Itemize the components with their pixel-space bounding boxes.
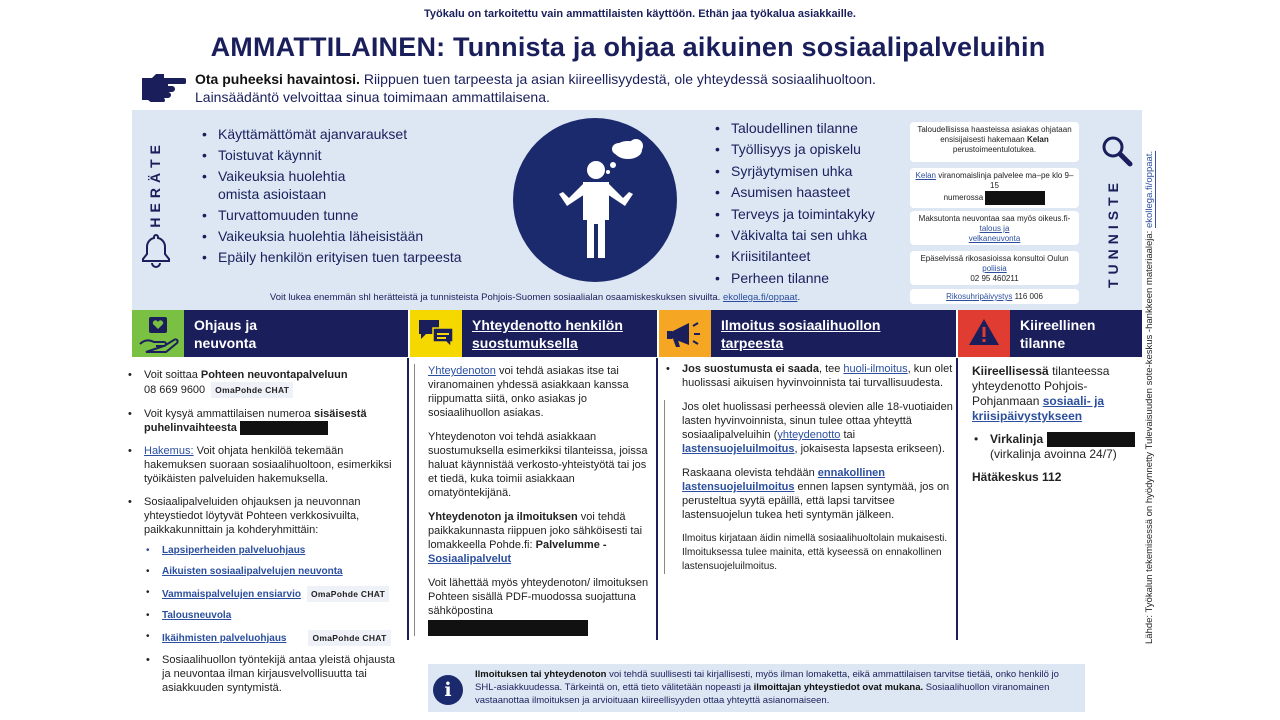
c2-p4 bbox=[428, 576, 650, 636]
c2-p3-bold2: Palvelumme - bbox=[535, 539, 607, 551]
omapohde-chat-button[interactable]: OmaPohde CHAT bbox=[211, 382, 293, 398]
velkaneuvonta-link[interactable]: velkaneuvonta bbox=[968, 234, 1021, 243]
column-divider bbox=[956, 358, 958, 640]
list-item: • Terveys ja toimintakyky bbox=[713, 205, 913, 223]
c4-virkalinja: Virkalinja bbox=[990, 432, 1044, 446]
list-item bbox=[144, 653, 396, 695]
c4-p1-bold: Kiireellisessä bbox=[972, 364, 1049, 378]
header-kiireellinen-label: Kiireellinen tilanne bbox=[1020, 317, 1096, 351]
header-ohjaus-label: Ohjaus ja neuvonta bbox=[194, 317, 258, 351]
source-link[interactable]: ekollega.fi/oppaat. bbox=[1144, 150, 1155, 229]
column-kiireellinen bbox=[972, 364, 1140, 485]
c4-p1 bbox=[972, 364, 1140, 424]
c1-b2-pre: Voit kysyä ammattilaisen numeroa bbox=[144, 408, 314, 420]
info-box-oikeus bbox=[910, 211, 1079, 245]
list-item bbox=[126, 368, 396, 398]
source-note bbox=[1144, 84, 1155, 644]
c2-p3-text: voi tehdä paikkakunnasta riippuen joko sähköisesti tai lomakkeella Pohde.fi: bbox=[428, 511, 643, 551]
panel-footer bbox=[132, 292, 938, 303]
intro-bold: Ota puheeksi havaintosi. bbox=[195, 71, 360, 87]
info1-pre: Taloudellisissa haasteissa asiakas ohjataan ensisijaisesti hakemaan bbox=[917, 125, 1072, 144]
c3-b2-text: Jos olet huolissasi perheessä olevien alle 18-vuotiaiden lasten hyvinvoinnista, sinun tulee ottaa yhteyttä sosiaalipalveluihin ( bbox=[682, 401, 953, 441]
list-item: • Vaikeuksia huolehtia omista asioistaan bbox=[200, 167, 365, 203]
list-item: • Perheen tilanne bbox=[713, 269, 913, 287]
c1-b1-pre: Voit soittaa bbox=[144, 369, 201, 381]
info-icon: i bbox=[433, 675, 463, 705]
lapsiperheet-link[interactable]: Lapsiperheiden palveluohjaus bbox=[162, 545, 306, 557]
info-box-poliisi bbox=[910, 251, 1079, 285]
c3-p3 bbox=[682, 466, 954, 522]
column-yhteydenotto bbox=[414, 364, 650, 646]
redacted-email bbox=[428, 620, 588, 636]
list-item: • Syrjäytymisen uhka bbox=[713, 162, 913, 180]
herate-list bbox=[200, 125, 500, 269]
c1-b1-bold: Pohteen neuvontapalveluun bbox=[200, 369, 348, 381]
person-thinking-illustration bbox=[513, 118, 677, 282]
list-item: • Väkivalta tai sen uhka bbox=[713, 226, 913, 244]
rikosuhri-link[interactable]: Rikosuhripäivystys bbox=[946, 292, 1013, 301]
header-ohjaus bbox=[132, 310, 408, 357]
lastensuojeluilmoitus-link[interactable]: lastensuojeluilmoitus bbox=[682, 443, 795, 455]
c3-p2 bbox=[682, 400, 954, 456]
chat-bubbles-icon bbox=[410, 310, 462, 357]
info1-bold: Kelan bbox=[1026, 135, 1049, 144]
column-ohjaus bbox=[126, 368, 396, 704]
source-text: Lähde: Työkalun tekemisessä on hyödynnetty Tulevaisuuden sote-keskus -hankkeen materiaaleja: bbox=[1144, 228, 1155, 644]
info2-text2: numerossa bbox=[943, 193, 984, 203]
yhteydenotto-link[interactable]: Yhteydenoton bbox=[428, 365, 496, 377]
header-yhteydenotto[interactable] bbox=[410, 310, 657, 357]
c2-p3 bbox=[428, 510, 650, 566]
column-divider bbox=[656, 358, 658, 640]
list-item bbox=[664, 362, 954, 390]
hakemus-link[interactable]: Hakemus: bbox=[144, 445, 194, 458]
kela-link[interactable]: Kelan bbox=[915, 171, 937, 180]
c2-p2-text: Yhteydenoton voi tehdä asiakkaan suostumuksella esimerkiksi tilanteissa, joissa haluat käynnistää verkosto-yhteistyötä tai jos et tiedä, kuka toimii asiakkaan omatyöntekijänä. bbox=[428, 431, 648, 499]
list-item: • Kriisitilanteet bbox=[713, 247, 913, 265]
person-shrug-icon bbox=[513, 118, 677, 282]
kriisipaivystys-link[interactable]: sosiaali- ja kriisipäivystykseen bbox=[972, 394, 1105, 423]
list-item: • Toistuvat käynnit bbox=[200, 146, 500, 164]
c3-p4 bbox=[682, 532, 954, 574]
c3-b1-text: , tee bbox=[818, 363, 844, 375]
info2-text: viranomaislinja palvelee ma–pe klo 9–15 bbox=[936, 171, 1074, 190]
redacted-phone bbox=[1047, 432, 1135, 447]
ennakollinen-link[interactable]: ennakollinen lastensuojeluilmoitus bbox=[682, 467, 886, 493]
list-item bbox=[144, 630, 396, 646]
c1-b3-text: Voit ohjata henkilöä tekemään hakemuksen suoraan sosiaalihuoltoon, esimerkiksi työikäisten palveluiden hakemuksella. bbox=[144, 445, 392, 486]
bottom-bold2: ilmoittajan yhteystiedot ovat mukana. bbox=[753, 682, 924, 693]
list-item: • Vaikeuksia huolehtia läheisistään bbox=[200, 227, 500, 245]
info-box-kela bbox=[910, 122, 1079, 162]
list-item bbox=[144, 609, 396, 623]
list-item: • Käyttämättömät ajanvaraukset bbox=[200, 125, 500, 143]
c3-b4-text: Ilmoitus kirjataan äidin nimellä sosiaalihuoltolain mukaisesti. Ilmoituksessa tulee mainita, että kyseessä on ennakollinen lastensuojeluilmoitus. bbox=[682, 533, 948, 572]
c2-p4-text: Voit lähettää myös yhteydenoton/ ilmoituksen Pohteen sisällä PDF-muodossa suojattuna sähköpostina bbox=[428, 577, 649, 617]
c4-p1-text: tilanteessa yhteydenotto Pohjois-Pohjanmaan bbox=[972, 364, 1110, 408]
c3-b1-bold: Jos suostumusta ei saada bbox=[682, 363, 819, 375]
info4-text: Epäselvissä rikosasioissa konsultoi Oulun bbox=[920, 254, 1069, 263]
bottom-info-text bbox=[475, 668, 1075, 707]
column-ilmoitus bbox=[664, 362, 954, 584]
list-item: • Epäily henkilön erityisen tuen tarpeesta bbox=[200, 248, 500, 266]
list-item: • Turvattomuuden tunne bbox=[200, 206, 500, 224]
top-note: Työkalu on tarkoitettu vain ammattilaisten käyttöön. Ethän jaa työkalua asiakkaille. bbox=[424, 8, 856, 20]
list-item bbox=[144, 544, 396, 558]
list-item bbox=[972, 432, 1140, 462]
poliisi-link[interactable]: poliisia bbox=[982, 264, 1007, 273]
intro-text bbox=[195, 70, 955, 106]
list-item bbox=[144, 586, 396, 602]
page-title: AMMATTILAINEN: Tunnista ja ohjaa aikuinen sosiaalipalveluihin bbox=[210, 32, 1046, 62]
hatakeskus: Hätäkeskus 112 bbox=[972, 470, 1062, 485]
header-yhteydenotto-label[interactable]: Yhteydenotto henkilön suostumuksella bbox=[472, 317, 623, 351]
info4-phone: 02 95 460211 bbox=[970, 274, 1019, 283]
info3-text: Maksutonta neuvontaa saa myös oikeus.fi- bbox=[918, 214, 1071, 223]
herate-label: HERÄTE bbox=[147, 140, 163, 228]
c2-p1-text: voi tehdä asiakas itse tai viranomainen yhdessä asiakkaan kanssa riippumatta siitä, onko asiakas jo sosiaalihuollon asiakas. bbox=[428, 365, 629, 419]
header-ilmoitus[interactable] bbox=[659, 310, 956, 357]
list-item: • Työllisyys ja opiskelu bbox=[713, 140, 913, 158]
neuvonta-phone: 08 669 9600 bbox=[144, 384, 206, 396]
header-kiireellinen bbox=[958, 310, 1142, 357]
intro-line2: Lainsäädäntö velvoittaa sinua toimimaan ammattilaisena. bbox=[195, 89, 550, 105]
huoli-ilmoitus-link[interactable]: huoli-ilmoitus bbox=[843, 363, 908, 375]
c4-virkalinja-text: (virkalinja avoinna 24/7) bbox=[990, 447, 1117, 462]
info5-text: 116 006 bbox=[1012, 292, 1043, 301]
heart-hand-icon bbox=[132, 310, 184, 357]
c3-b3-text: Raskaana olevista tehdään bbox=[682, 467, 818, 479]
vammaispalvelut-link[interactable]: Vammaispalvelujen ensiarvio bbox=[162, 589, 301, 601]
c1-b4-text: Sosiaalipalveluiden ohjauksen ja neuvonnan yhteystiedot löytyvät Pohteen verkkosivuilta, paikkakunnittain ja kohderyhmittäin: bbox=[144, 496, 361, 537]
omapohde-chat-button[interactable]: OmaPohde CHAT bbox=[308, 630, 390, 646]
panel-footer-end: . bbox=[797, 292, 801, 303]
c3-b3-text2: ennen lapsen syntymää, jos on perusteltua syytä epäillä, että lapsi tarvitsee lastensuojelun tukea heti syntymän jälkeen. bbox=[682, 481, 950, 521]
c3-b2-end: , jokaisesta lapsesta erikseen). bbox=[794, 443, 945, 455]
talousneuvola-link[interactable]: Talousneuvola bbox=[162, 610, 232, 622]
c2-p3-bold: Yhteydenoton ja ilmoituksen bbox=[428, 511, 578, 523]
bottom-bold1: Ilmoituksen tai yhteydenoton bbox=[475, 669, 607, 680]
info-box-kela-line bbox=[910, 168, 1079, 208]
info1-post: perustoimeentulotukea. bbox=[952, 145, 1037, 154]
bottom-text2: Sosiaalihuollon viranomainen vastaanottaa ilmoituksen ja arvioituaan kiireellisyyden ottaa yhteyttä asianomaiseen. bbox=[475, 682, 1050, 706]
sosiaalipalvelut-link[interactable]: Sosiaalipalvelut bbox=[428, 553, 512, 565]
redacted-phone bbox=[985, 191, 1045, 205]
magnifier-icon bbox=[1100, 134, 1134, 168]
ikaihmiset-link[interactable]: Ikäihmisten palveluohjaus bbox=[162, 633, 287, 645]
list-item: • Asumisen haasteet bbox=[713, 183, 913, 201]
aikuiset-link[interactable]: Aikuisten sosiaalipalvelujen neuvonta bbox=[162, 566, 343, 578]
list-item: • Taloudellinen tilanne bbox=[713, 119, 913, 137]
column-divider bbox=[407, 358, 409, 640]
tunniste-list bbox=[713, 119, 913, 290]
ekollega-link[interactable]: ekollega.fi/oppaat bbox=[722, 292, 798, 303]
list-item bbox=[126, 407, 396, 435]
list-item bbox=[144, 565, 396, 579]
c1-b2-bold: sisäisestä puhelinvaihteesta bbox=[144, 408, 367, 434]
intro-sentence: Riippuen tuen tarpeesta ja asian kiireellisyydestä, ole yhteydessä sosiaalihuoltoon. bbox=[359, 71, 876, 87]
bell-icon bbox=[140, 232, 172, 268]
redacted-phone bbox=[240, 421, 328, 435]
pointing-hand-icon bbox=[140, 72, 186, 102]
header-ilmoitus-label[interactable]: Ilmoitus sosiaalihuollon tarpeesta bbox=[721, 317, 881, 351]
tunniste-label: TUNNISTE bbox=[1105, 178, 1121, 288]
bottom-text1: voi tehdä suullisesti tai kirjallisesti, myös ilman lomaketta, eikä ammattilaisen tarvitse tietää, onko henkilö jo SHL-asiakkuudessa. Tärkeintä on, että tieto välitetään nopeasti ja bbox=[475, 669, 1059, 693]
c2-p2 bbox=[428, 430, 650, 500]
yhteydenotto-link[interactable]: yhteydenotto bbox=[777, 429, 841, 441]
omapohde-chat-button[interactable]: OmaPohde CHAT bbox=[307, 586, 389, 602]
c2-p1 bbox=[428, 364, 650, 420]
list-item bbox=[126, 495, 396, 695]
talous-link[interactable]: talous ja bbox=[979, 224, 1010, 233]
c3-b1-text2: , kun olet huolissasi aikuisen hyvinvoinnista tai turvallisuudesta. bbox=[682, 363, 953, 389]
panel-footer-text: Voit lukea enemmän shl herätteistä ja tunnisteista Pohjois-Suomen sosiaalialan osaamiskeskuksen sivuilta. bbox=[269, 292, 723, 303]
c3-b2-mid: tai bbox=[840, 429, 856, 441]
warning-icon bbox=[958, 310, 1010, 357]
megaphone-icon bbox=[659, 310, 711, 357]
list-item bbox=[126, 444, 396, 486]
c1-b5-text: Sosiaalihuollon työntekijä antaa yleistä ohjausta ja neuvontaa ilman kirjausvelvollisuutta tai asiakkuuden syntymistä. bbox=[162, 654, 395, 695]
